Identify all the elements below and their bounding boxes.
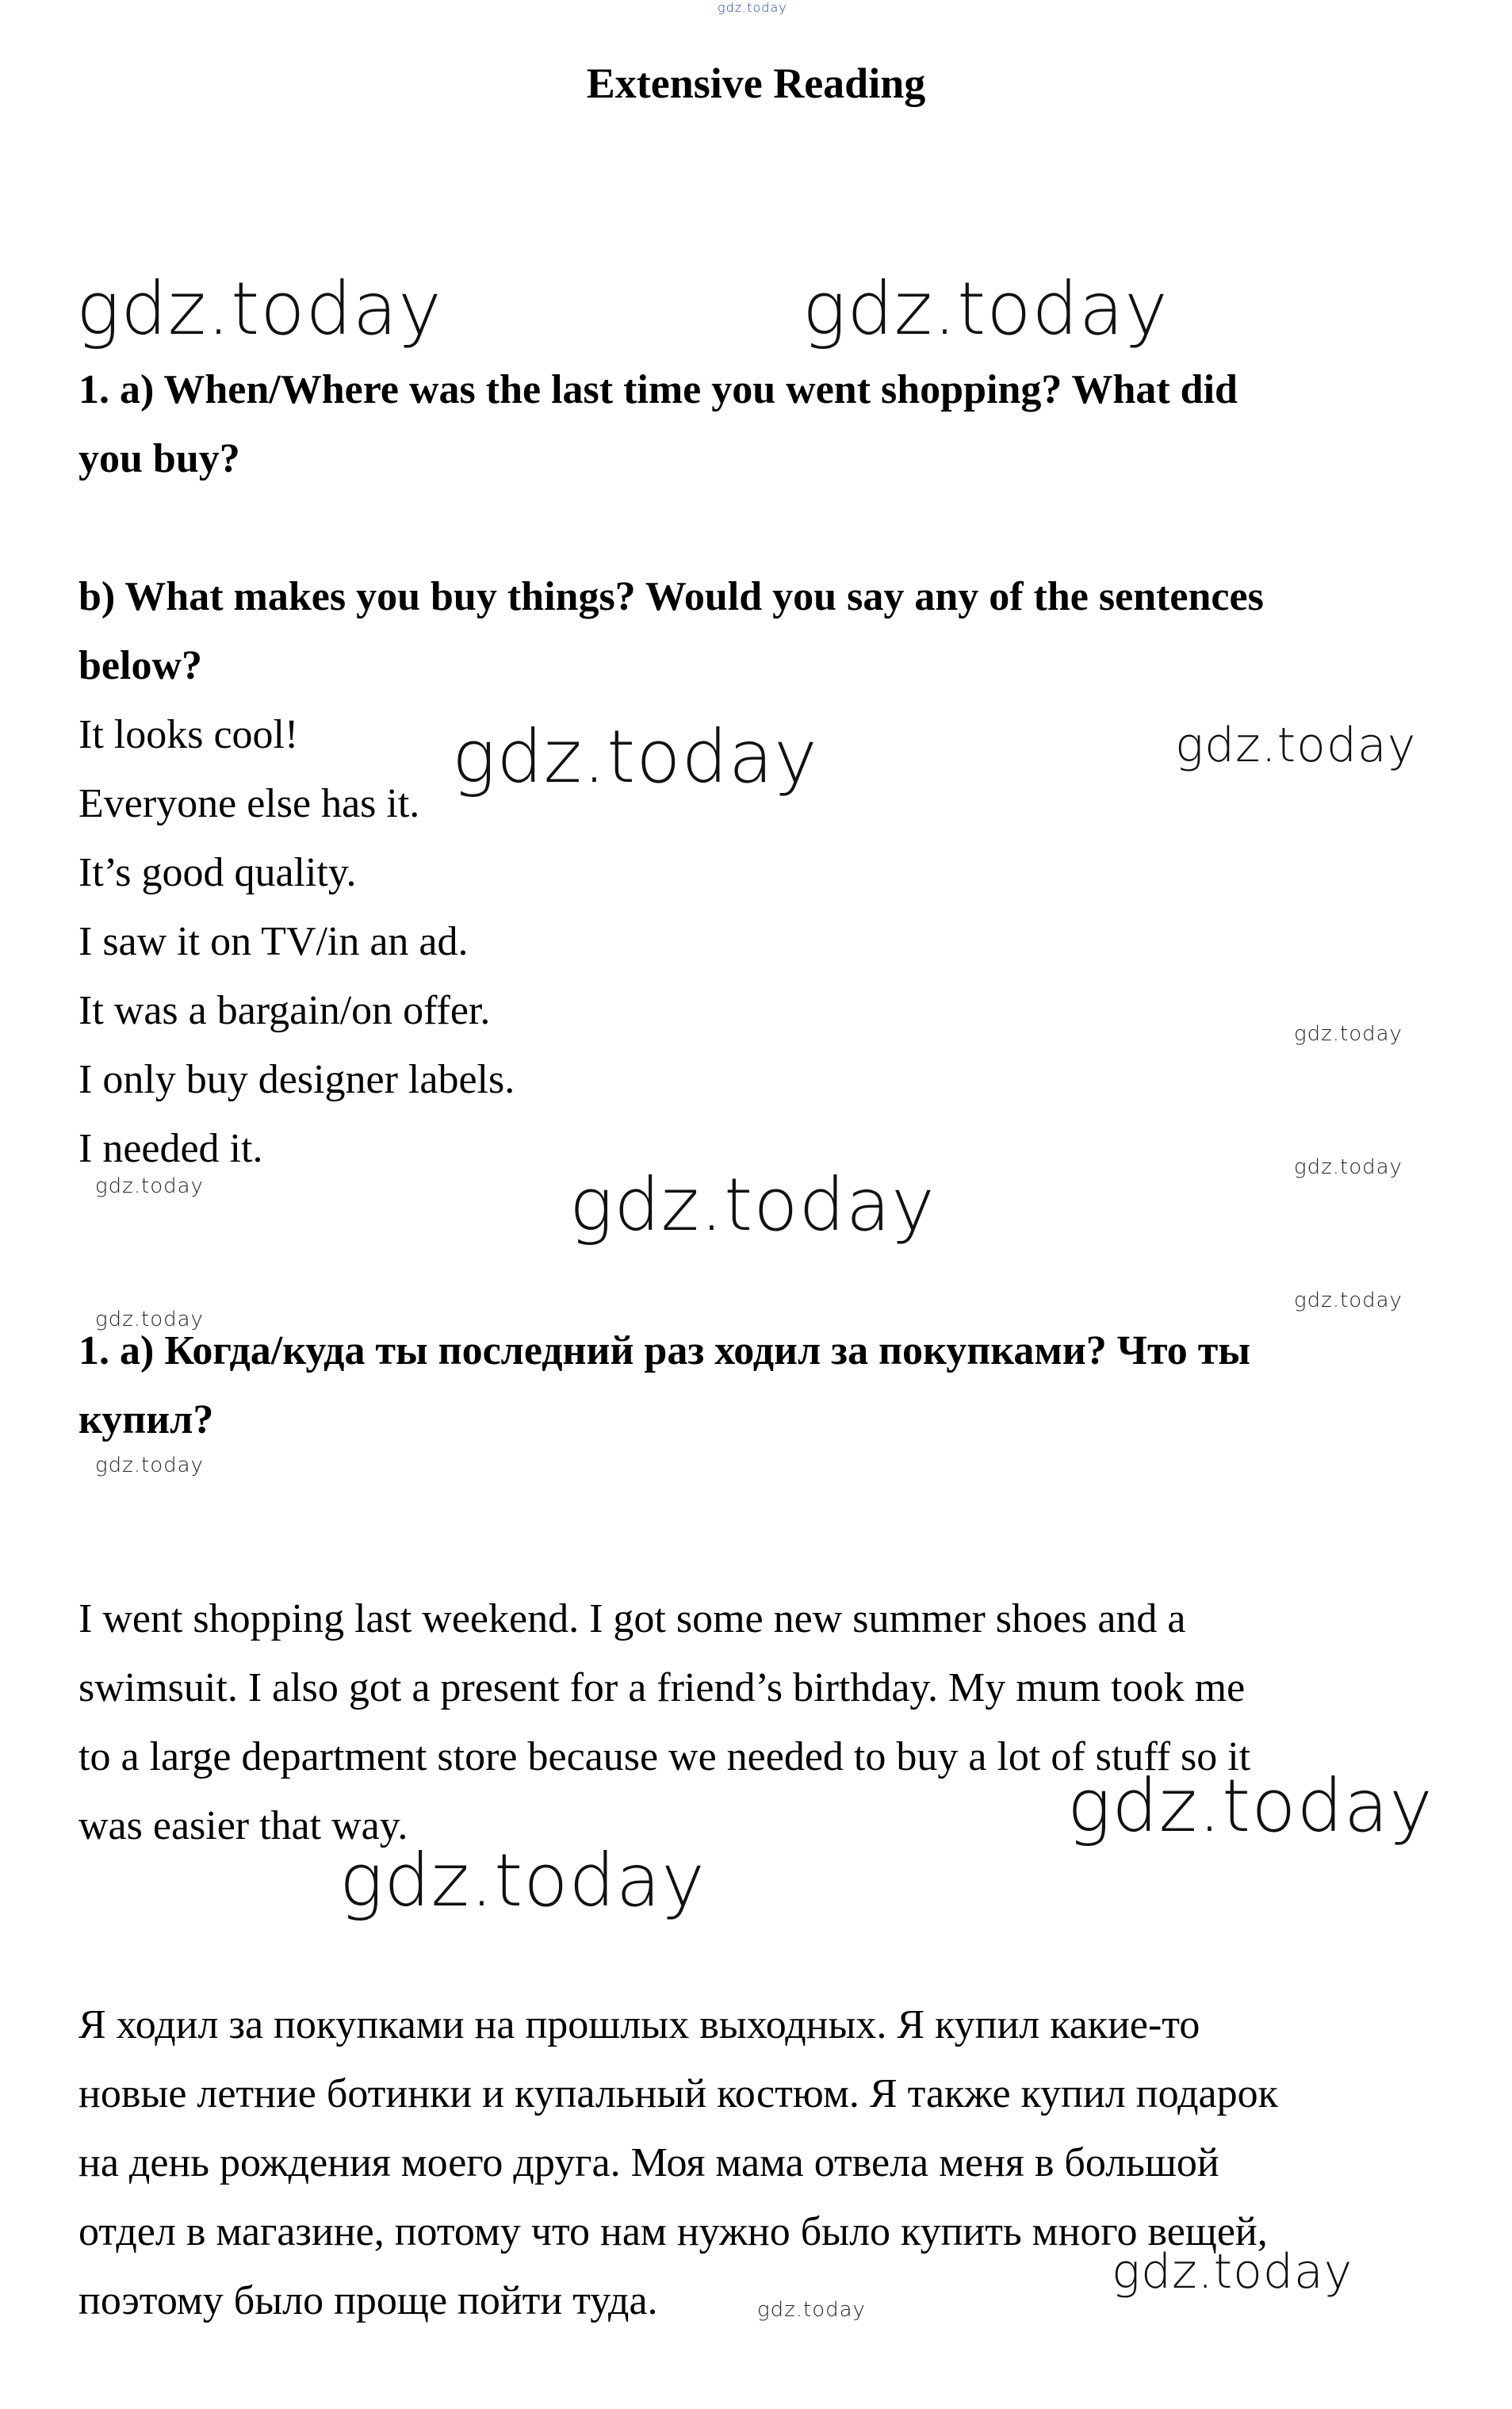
question-1a-line-2: you buy? xyxy=(78,436,240,481)
page-title: Extensive Reading xyxy=(586,59,926,107)
answer-en-line: was easier that way. xyxy=(78,1803,408,1848)
answer-ru-line: на день рождения моего друга. Моя мама отвела меня в большой xyxy=(78,2140,1219,2185)
sentence-item: It’s good quality. xyxy=(78,850,357,895)
watermark: gdz.today xyxy=(802,266,1169,351)
watermark: gdz.today xyxy=(1112,2244,1353,2300)
sentence-item: I needed it. xyxy=(78,1126,263,1171)
question-1b-line-1: b) What makes you buy things? Would you say any of the sentences xyxy=(78,574,1264,619)
watermark: gdz.today xyxy=(757,2298,866,2322)
header-watermark: gdz.today xyxy=(718,0,787,15)
question-1b-line-2: below? xyxy=(78,643,202,688)
question-1a-ru-line-2: купил? xyxy=(78,1397,214,1442)
answer-ru-line: новые летние ботинки и купальный костюм. Я также купил подарок xyxy=(78,2071,1278,2116)
watermark: gdz.today xyxy=(339,1838,706,1923)
sentence-item: It was a bargain/on offer. xyxy=(78,988,491,1033)
watermark: gdz.today xyxy=(95,1453,204,1477)
sentence-item: I only buy designer labels. xyxy=(78,1057,515,1102)
watermark: gdz.today xyxy=(452,714,818,799)
watermark: gdz.today xyxy=(95,1308,204,1331)
watermark: gdz.today xyxy=(1294,1289,1403,1312)
watermark: gdz.today xyxy=(1067,1764,1434,1848)
answer-ru-line: Я ходил за покупками на прошлых выходных. Я купил какие-то xyxy=(78,2002,1200,2047)
answer-en-line: to a large department store because we needed to buy a lot of stuff so it xyxy=(78,1734,1251,1779)
answer-ru-line: отдел в магазине, потому что нам нужно было купить много вещей, xyxy=(78,2209,1268,2254)
question-1a-line-1: 1. a) When/Where was the last time you went shopping? What did xyxy=(78,367,1238,412)
watermark: gdz.today xyxy=(76,266,442,351)
answer-en-line: I went shopping last weekend. I got some new summer shoes and a xyxy=(78,1596,1186,1641)
watermark: gdz.today xyxy=(1294,1155,1403,1179)
watermark: gdz.today xyxy=(95,1174,204,1198)
watermark: gdz.today xyxy=(1294,1022,1403,1046)
watermark: gdz.today xyxy=(569,1162,936,1247)
answer-ru-line: поэтому было проще пойти туда. xyxy=(78,2278,658,2323)
answer-en-line: swimsuit. I also got a present for a friend’s birthday. My mum took me xyxy=(78,1665,1246,1710)
watermark: gdz.today xyxy=(1175,718,1417,773)
sentence-item: Everyone else has it. xyxy=(78,781,420,826)
question-1a-ru-line-1: 1. a) Когда/куда ты последний раз ходил за покупками? Что ты xyxy=(78,1328,1250,1373)
sentence-item: I saw it on TV/in an ad. xyxy=(78,919,469,964)
sentence-item: It looks cool! xyxy=(78,712,299,757)
